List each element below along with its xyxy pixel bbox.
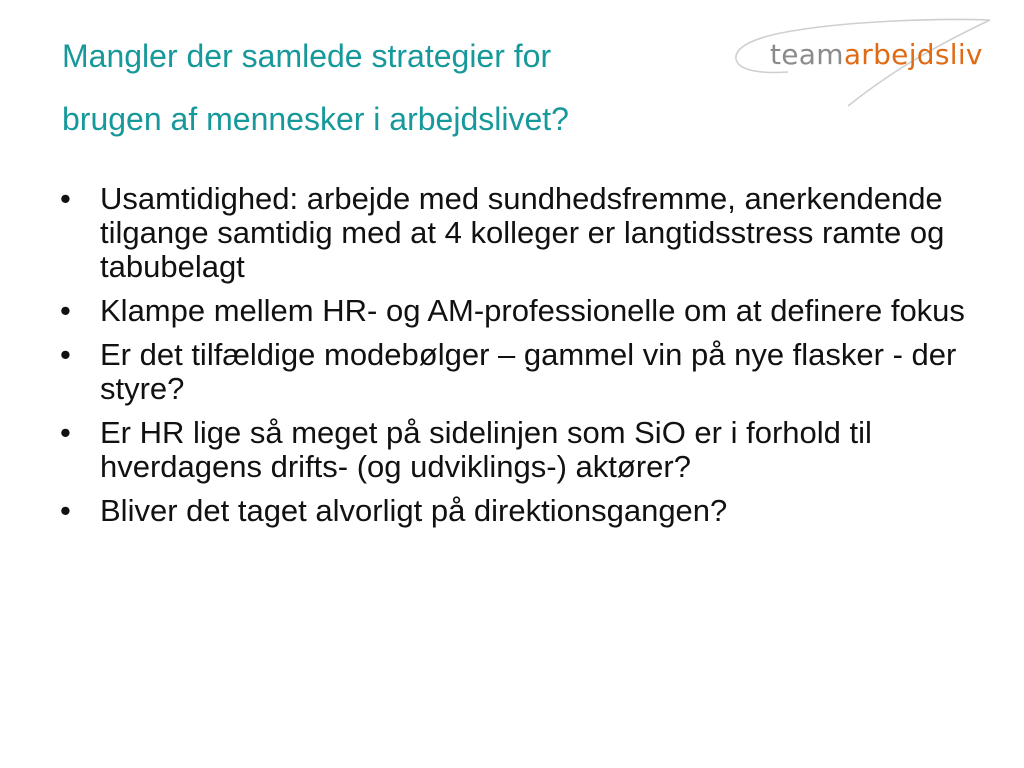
bullet-text: Er HR lige så meget på sidelinjen som SiO er i forhold til hverdagens drifts- (og udviklings-) aktører?	[100, 415, 872, 484]
bullet-item	[58, 294, 978, 328]
bullet-dot-icon: •	[60, 415, 71, 450]
bullet-list	[58, 182, 978, 538]
bullet-text: Usamtidighed: arbejde med sundhedsfremme, anerkendende tilgange samtidig med at 4 kolleger er langtidsstress ramte og tabubelagt	[100, 181, 945, 284]
slide-title	[62, 40, 569, 135]
bullet-item	[58, 416, 978, 484]
team-arbejdsliv-logo	[728, 14, 1018, 110]
bullet-dot-icon: •	[60, 337, 71, 372]
logo-wordmark	[770, 38, 983, 71]
bullet-item	[58, 338, 978, 406]
bullet-dot-icon: •	[60, 181, 71, 216]
logo-word-arbejdsliv: arbejdsliv	[843, 38, 983, 71]
bullet-dot-icon: •	[60, 293, 71, 328]
logo-word-team: team	[770, 38, 844, 71]
bullet-text: Er det tilfældige modebølger – gammel vin på nye flasker - der styre?	[100, 337, 957, 406]
bullet-dot-icon: •	[60, 493, 71, 528]
bullet-item	[58, 494, 978, 528]
bullet-text: Klampe mellem HR- og AM-professionelle om at definere fokus	[100, 293, 965, 328]
bullet-item	[58, 182, 978, 284]
slide-title-line-1: Mangler der samlede strategier for	[62, 38, 552, 74]
slide-title-line-2: brugen af mennesker i arbejdslivet?	[62, 101, 569, 137]
bullet-text: Bliver det taget alvorligt på direktionsgangen?	[100, 493, 728, 528]
